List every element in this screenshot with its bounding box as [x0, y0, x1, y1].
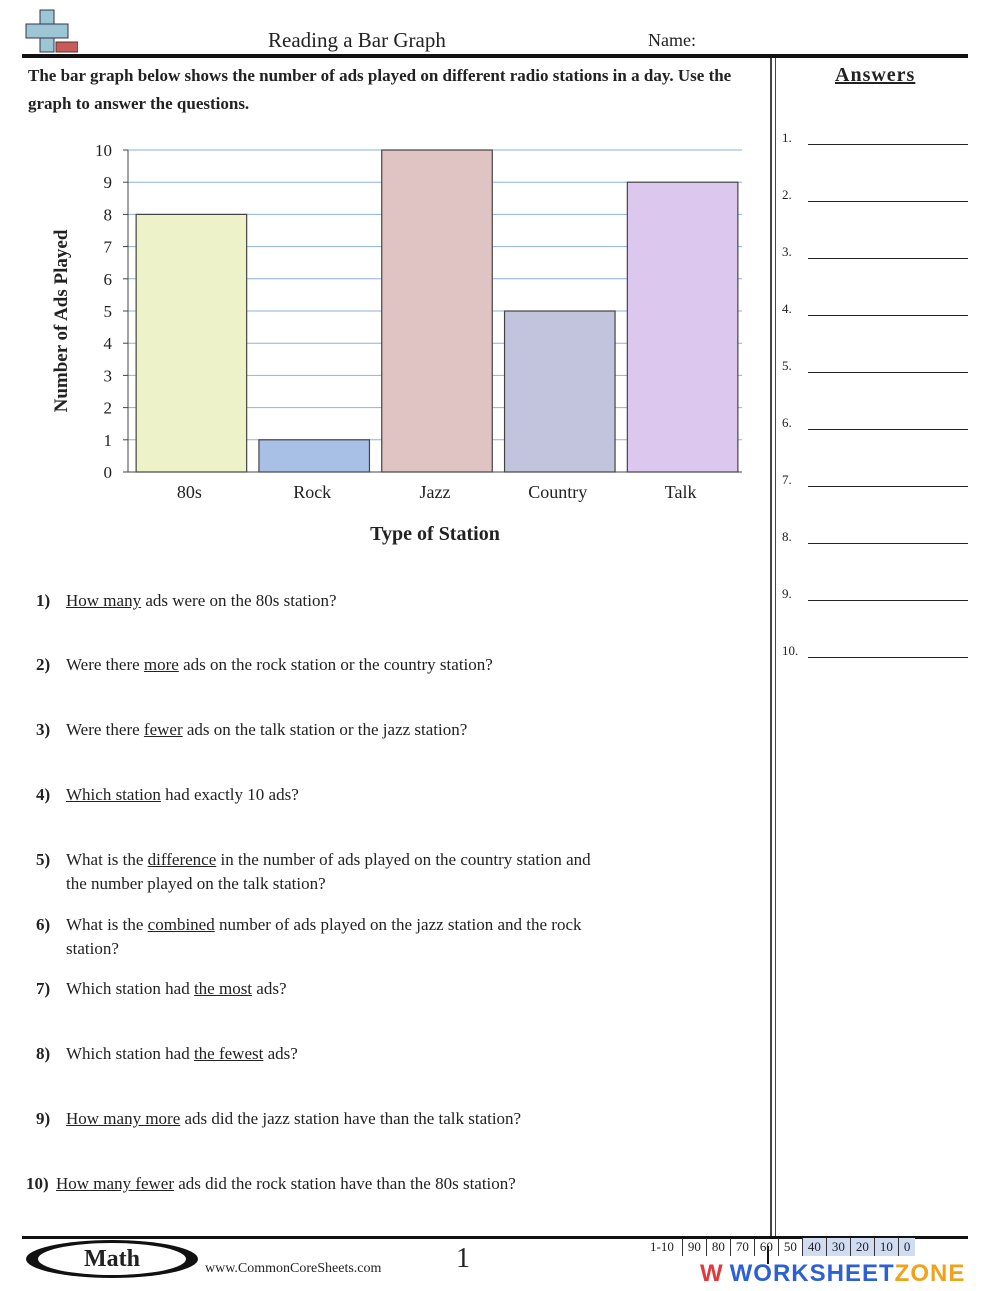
y-tick-label: 4	[103, 334, 112, 354]
column-divider	[770, 58, 772, 1238]
question-text: What is the	[66, 915, 148, 934]
answer-row	[782, 187, 972, 209]
question-number: 5)	[36, 850, 51, 869]
worksheetzone-watermark	[700, 1260, 965, 1288]
answer-row	[782, 415, 972, 437]
y-tick-label: 2	[103, 398, 112, 418]
bar-jazz	[382, 150, 493, 472]
answer-number: 5.	[782, 358, 792, 373]
question-item	[36, 718, 686, 742]
y-tick-label: 5	[103, 302, 112, 321]
page-title: Reading a Bar Graph	[268, 28, 446, 52]
score-scale	[650, 1238, 915, 1256]
question-number: 9)	[36, 1109, 51, 1128]
answer-number: 3.	[782, 244, 792, 259]
question-item	[36, 783, 686, 807]
question-keyword: How many fewer	[56, 1174, 175, 1193]
watermark-zone: ZONE	[894, 1260, 966, 1287]
answer-row	[782, 586, 972, 608]
y-tick-label: 3	[103, 366, 112, 386]
y-tick-label: 7	[103, 237, 112, 257]
question-text-rest: ads on the rock station or the country station?	[178, 655, 493, 674]
answer-number: 6.	[782, 415, 792, 430]
score-cell: 30	[826, 1238, 850, 1256]
score-cell: 90	[682, 1238, 706, 1256]
page-number: 1	[456, 1243, 470, 1274]
y-tick-label: 1	[103, 430, 112, 450]
question-number: 2)	[36, 655, 51, 674]
question-keyword: How many more	[66, 1109, 181, 1128]
question-text: Which station had	[66, 979, 194, 998]
score-cell: 50	[778, 1238, 802, 1256]
question-keyword: How many	[66, 591, 142, 610]
question-number: 3)	[36, 720, 51, 739]
logo-cross-icon	[22, 8, 78, 54]
bar-chart	[40, 130, 760, 550]
answer-row	[782, 472, 972, 494]
score-cell: 70	[730, 1238, 754, 1256]
score-cell: 80	[706, 1238, 730, 1256]
question-number: 6)	[36, 915, 51, 934]
question-keyword: fewer	[143, 720, 183, 739]
x-tick-label: Jazz	[419, 482, 451, 502]
question-text-rest: ads?	[252, 979, 287, 998]
answer-row	[782, 244, 972, 266]
score-cell: 10	[874, 1238, 898, 1256]
score-cell: 20	[850, 1238, 874, 1256]
x-tick-label: Country	[528, 482, 588, 502]
question-text: Were there	[66, 655, 144, 674]
answer-blank[interactable]	[808, 144, 968, 145]
answer-blank[interactable]	[808, 315, 968, 316]
question-item	[36, 1107, 686, 1131]
question-keyword: the fewest	[193, 1044, 264, 1063]
answer-row	[782, 529, 972, 551]
column-divider-inner	[775, 58, 776, 1238]
answer-blank[interactable]	[808, 258, 968, 259]
question-keyword: combined	[147, 915, 215, 934]
score-range: 1-10	[650, 1239, 674, 1254]
answers-title: Answers	[835, 64, 916, 86]
header-rule	[22, 54, 968, 58]
answer-number: 4.	[782, 301, 792, 316]
question-number: 1)	[36, 591, 51, 610]
question-number: 8)	[36, 1044, 51, 1063]
answer-row	[782, 301, 972, 323]
answer-blank[interactable]	[808, 201, 968, 202]
question-item	[36, 848, 686, 896]
intro-text: The bar graph below shows the number of ads played on different radio stations in a day. Use the graph to answer the questions.	[28, 66, 732, 113]
y-tick-label: 9	[103, 173, 112, 193]
name-label: Name:	[648, 30, 696, 50]
answer-number: 10.	[782, 643, 799, 658]
answer-row	[782, 130, 972, 152]
answer-blank[interactable]	[808, 372, 968, 373]
question-item	[36, 977, 686, 1001]
question-text-rest: number of ads played on the jazz station and the rock	[214, 915, 582, 934]
question-text: Which station had	[66, 1044, 194, 1063]
question-text-rest: in the number of ads played on the country station and	[216, 850, 591, 869]
score-cell: 60	[754, 1238, 778, 1256]
question-number: 7)	[36, 979, 51, 998]
question-text-rest: had exactly 10 ads?	[160, 785, 299, 804]
answer-blank[interactable]	[808, 543, 968, 544]
question-text-line2: station?	[66, 939, 119, 958]
answer-row	[782, 358, 972, 380]
question-number: 4)	[36, 785, 51, 804]
question-keyword: more	[143, 655, 179, 674]
bar-talk	[627, 182, 738, 472]
x-tick-label: Talk	[664, 482, 697, 502]
question-keyword: Which station	[66, 785, 161, 804]
y-axis-title: Number of Ads Played	[51, 229, 72, 413]
question-text-rest: ads on the talk station or the jazz station?	[182, 720, 468, 739]
question-number: 10)	[26, 1174, 49, 1193]
watermark-worksheet: WORKSHEET	[729, 1260, 895, 1287]
question-item	[26, 1172, 676, 1196]
x-tick-label: Rock	[293, 482, 332, 502]
site-url[interactable]: www.CommonCoreSheets.com	[205, 1261, 382, 1276]
bar-80s	[136, 214, 247, 472]
question-item	[36, 913, 686, 961]
question-keyword: difference	[147, 850, 217, 869]
question-item	[36, 653, 686, 677]
math-label: Math	[38, 1243, 186, 1275]
question-text: Were there	[66, 720, 144, 739]
question-text-rest: ads did the jazz station have than the talk station?	[180, 1109, 522, 1128]
y-tick-label: 0	[103, 463, 112, 482]
x-axis-title: Type of Station	[370, 523, 500, 545]
score-cell: 40	[802, 1238, 826, 1256]
bar-rock	[259, 440, 370, 472]
y-tick-label: 6	[103, 269, 112, 289]
answer-number: 2.	[782, 187, 792, 202]
answer-number: 8.	[782, 529, 792, 544]
answer-number: 9.	[782, 586, 792, 601]
answer-blank[interactable]	[808, 657, 968, 658]
answer-number: 1.	[782, 130, 792, 145]
question-text-rest: ads?	[263, 1044, 298, 1063]
question-item	[36, 589, 686, 613]
bar-country	[505, 311, 616, 472]
question-keyword: the most	[193, 979, 253, 998]
answer-blank[interactable]	[808, 600, 968, 601]
question-text-rest: ads did the rock station have than the 80s station?	[174, 1174, 516, 1193]
answer-number: 7.	[782, 472, 792, 487]
y-tick-label: 8	[103, 205, 112, 225]
question-text: What is the	[66, 850, 148, 869]
answer-blank[interactable]	[808, 429, 968, 430]
score-cell: 0	[898, 1238, 916, 1256]
x-tick-label: 80s	[176, 482, 202, 502]
worksheetzone-logo-icon: W	[700, 1260, 724, 1287]
question-text-rest: ads were on the 80s station?	[141, 591, 337, 610]
answer-blank[interactable]	[808, 486, 968, 487]
question-item	[36, 1042, 686, 1066]
y-tick-label: 10	[95, 141, 112, 160]
answer-row	[782, 643, 972, 665]
question-text-line2: the number played on the talk station?	[66, 874, 326, 893]
